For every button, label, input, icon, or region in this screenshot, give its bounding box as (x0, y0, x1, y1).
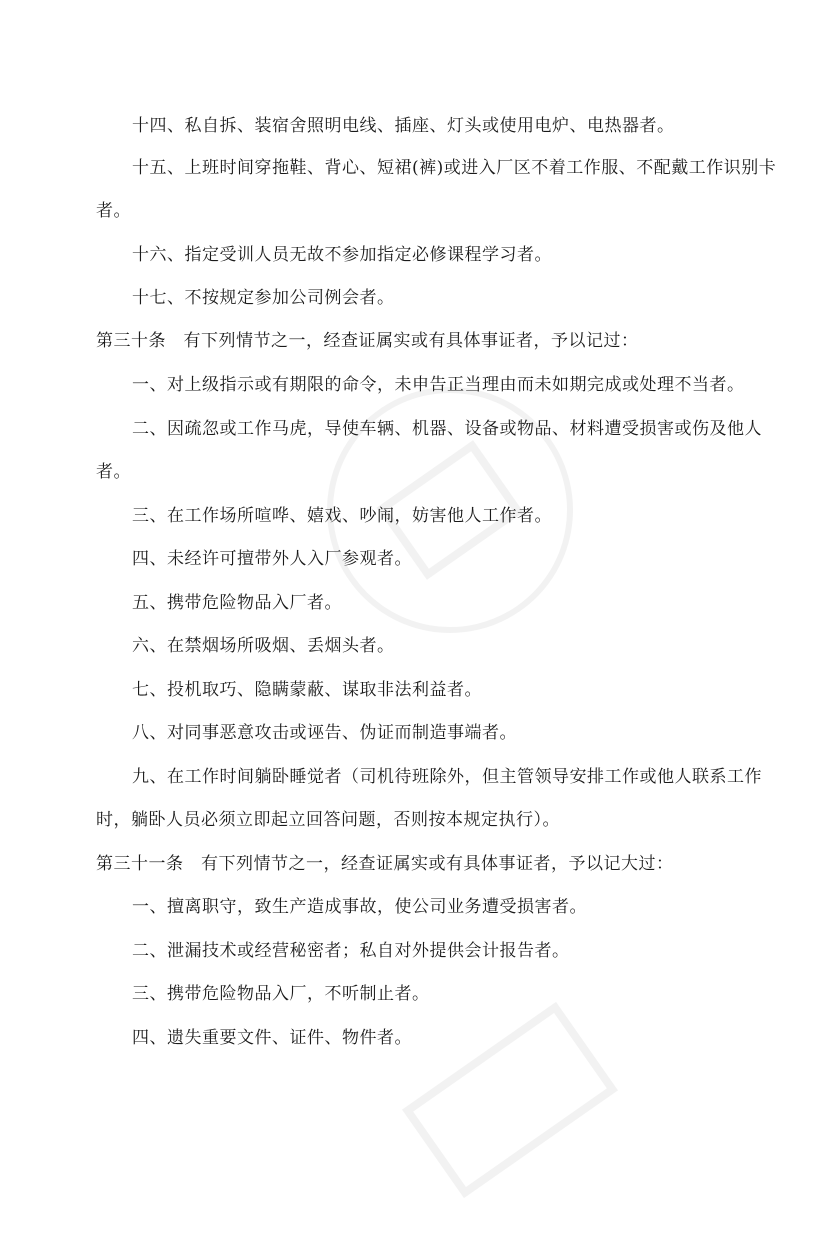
article-30-item-9: 九、在工作时间躺卧睡觉者（司机待班除外，但主管领导安排工作或他人联系工作 (132, 767, 762, 787)
clause-17: 十七、不按规定参加公司例会者。 (132, 288, 395, 308)
article-30-item-9-continuation: 时，躺卧人员必须立即起立回答问题，否则按本规定执行）。 (96, 810, 560, 830)
clause-15: 十五、上班时间穿拖鞋、背心、短裙(裤)或进入厂区不着工作服、不配戴工作识别卡 (132, 158, 777, 178)
article-30-heading: 第三十条 有下列情节之一，经查证属实或有具体事证者，予以记过： (96, 331, 639, 351)
article-30-item-2-continuation: 者。 (96, 462, 131, 482)
article-30-item-2: 二、因疏忽或工作马虎，导使车辆、机器、设备或物品、材料遭受损害或伤及他人 (132, 419, 762, 439)
article-31-item-2: 二、泄漏技术或经营秘密者；私自对外提供会计报告者。 (132, 941, 570, 961)
article-31-heading: 第三十一条 有下列情节之一，经查证属实或有具体事证者，予以记大过： (96, 854, 674, 874)
article-31-item-4: 四、遗失重要文件、证件、物件者。 (132, 1028, 412, 1048)
clause-16: 十六、指定受训人员无故不参加指定必修课程学习者。 (132, 245, 552, 265)
clause-15-continuation: 者。 (96, 201, 131, 221)
article-31-item-3: 三、携带危险物品入厂，不听制止者。 (132, 984, 430, 1004)
article-30-item-8: 八、对同事恶意攻击或诬告、伪证而制造事端者。 (132, 723, 517, 743)
article-30-item-4: 四、未经许可擅带外人入厂参观者。 (132, 549, 412, 569)
article-30-item-3: 三、在工作场所喧哗、嬉戏、吵闹，妨害他人工作者。 (132, 506, 552, 526)
article-30-item-6: 六、在禁烟场所吸烟、丢烟头者。 (132, 636, 395, 656)
article-30-item-5: 五、携带危险物品入厂者。 (132, 593, 342, 613)
article-31-item-1: 一、擅离职守，致生产造成事故，使公司业务遭受损害者。 (132, 897, 587, 917)
article-30-item-1: 一、对上级指示或有期限的命令，未申告正当理由而未如期完成或处理不当者。 (132, 375, 745, 395)
article-30-item-7: 七、投机取巧、隐瞒蒙蔽、谋取非法利益者。 (132, 680, 482, 700)
clause-14: 十四、私自拆、装宿舍照明电线、插座、灯头或使用电炉、电热器者。 (132, 116, 675, 136)
